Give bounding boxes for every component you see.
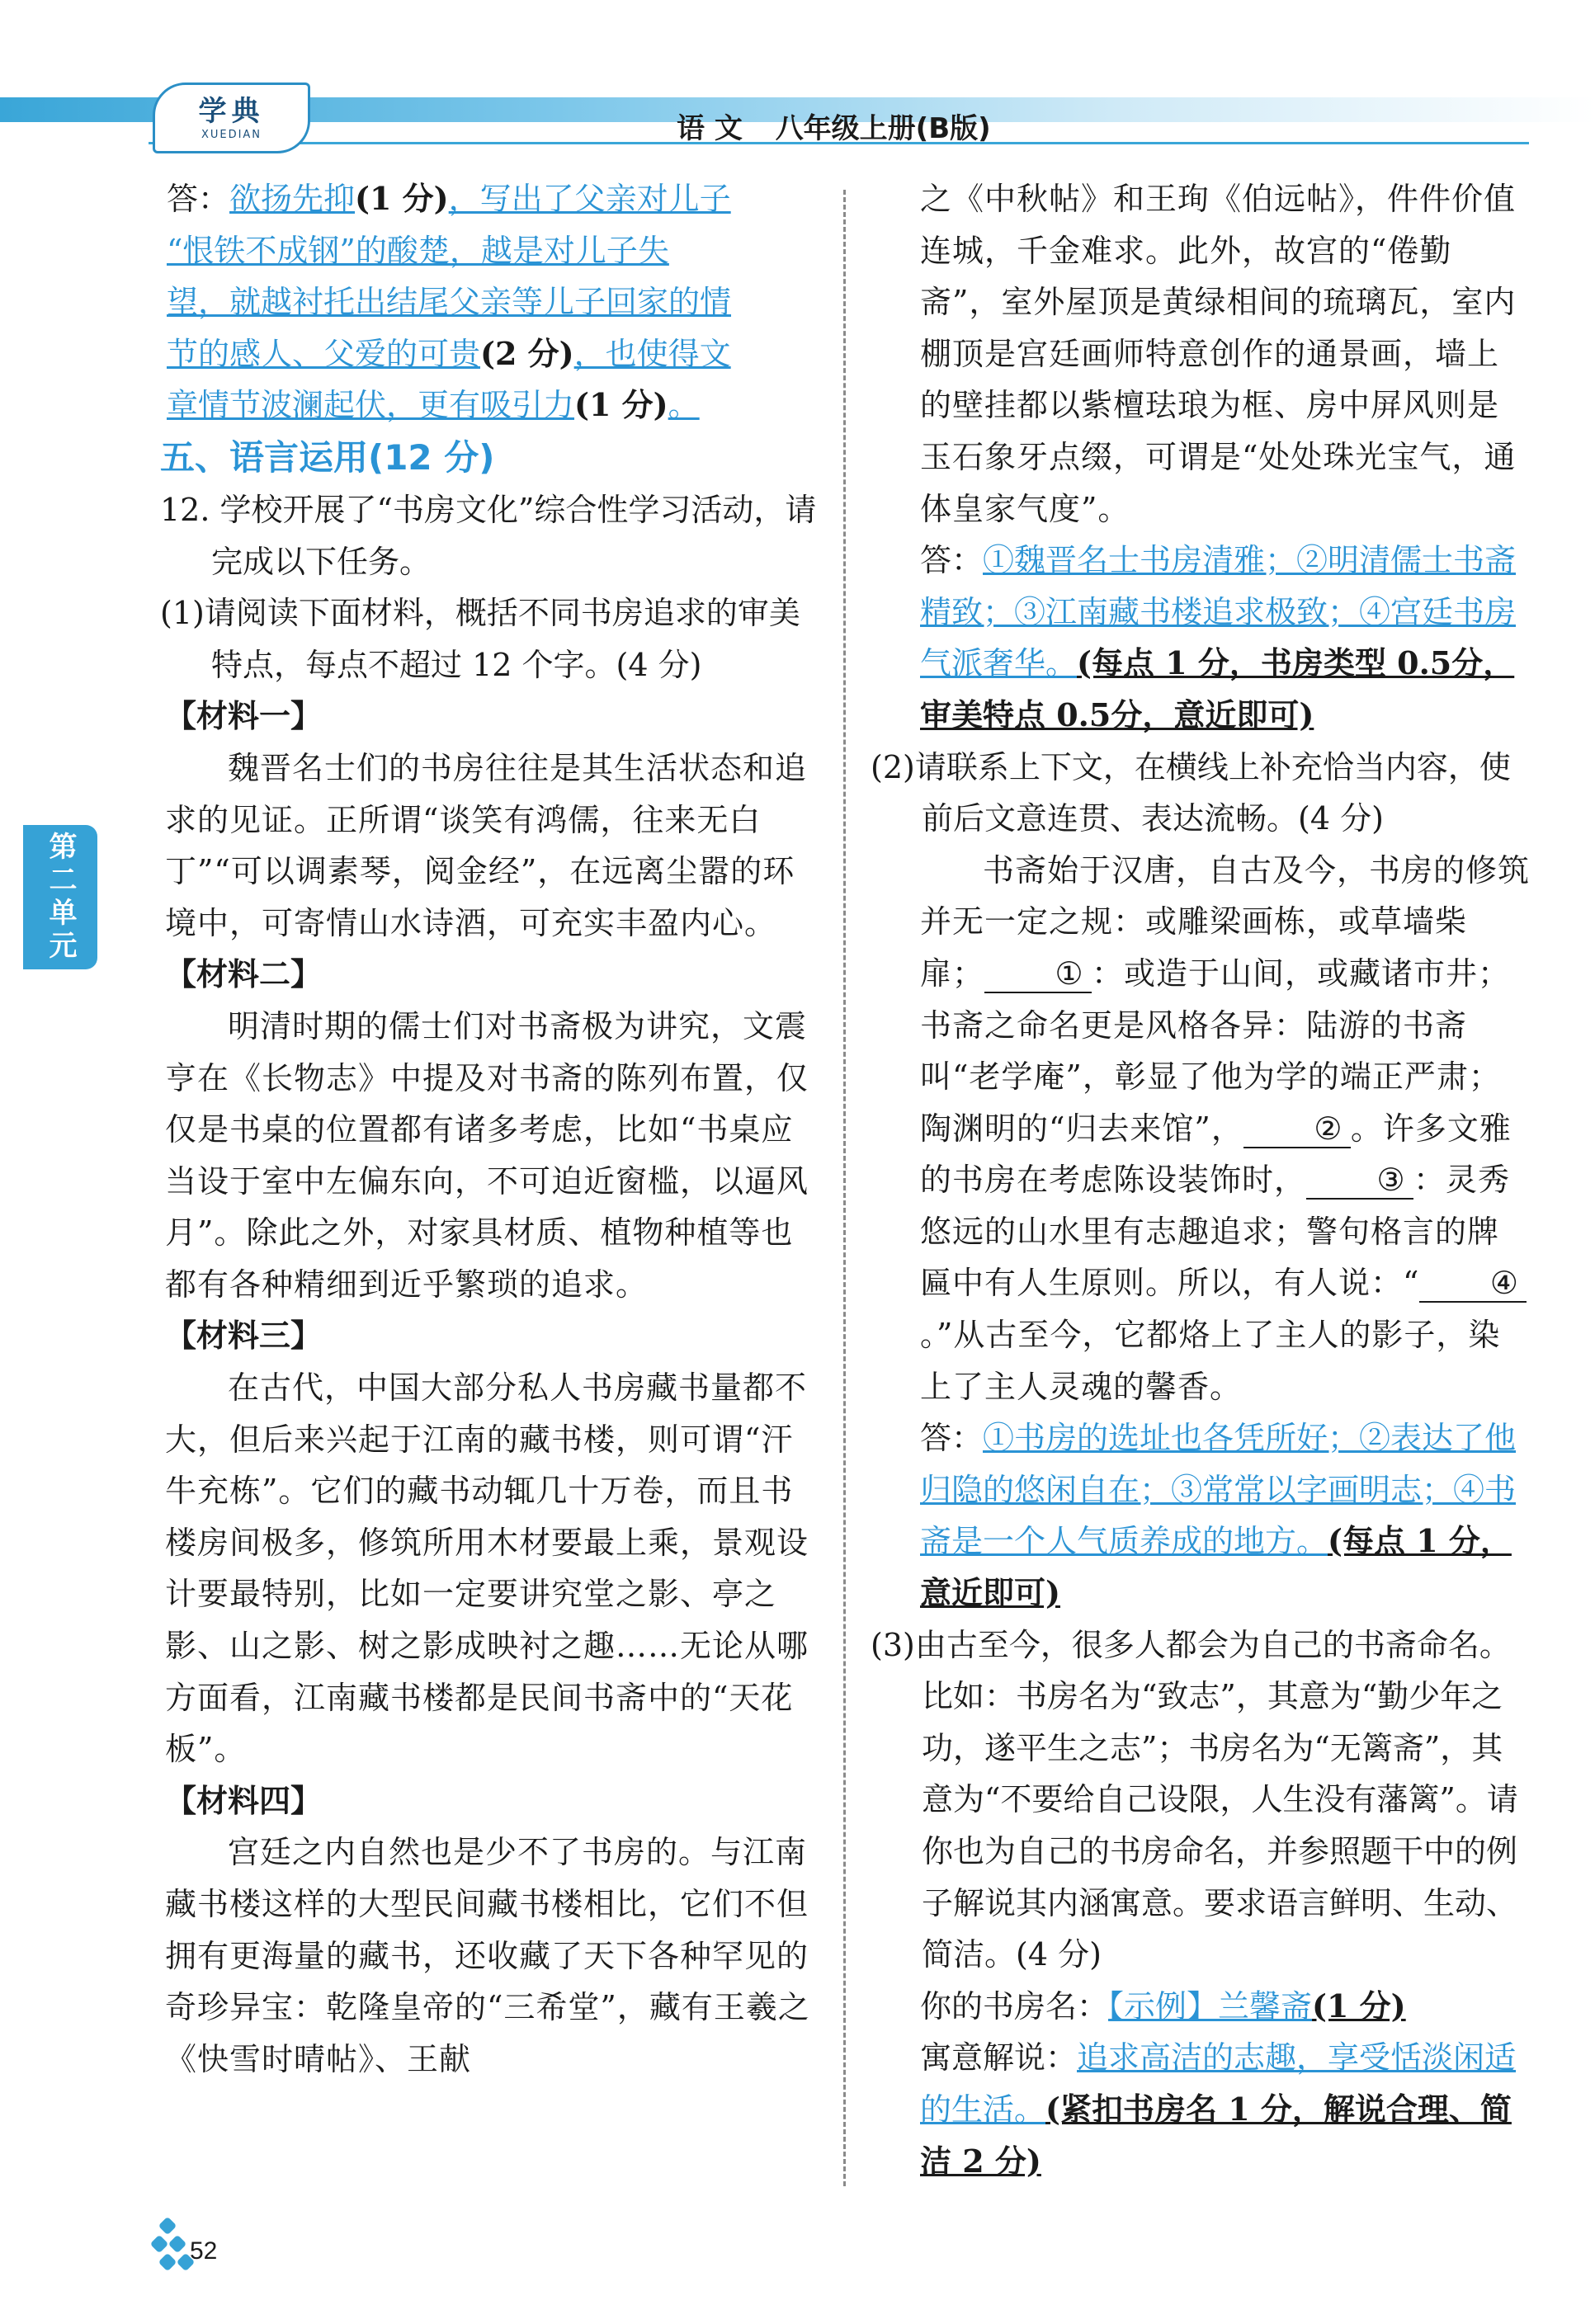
answer-score: (1 分) — [355, 180, 449, 217]
passage-text: 。”从古至今，它都烙上了主人的影子，染上了主人灵魂的馨香。 — [920, 1317, 1501, 1405]
answer-text: 欲扬先抑 — [229, 181, 356, 217]
blank-3[interactable]: ③ — [1306, 1162, 1413, 1200]
column-divider — [843, 190, 846, 2186]
answer-text: 。 — [668, 387, 700, 424]
passage-text: 。许多文雅的书房在考虑陈设装饰时， — [920, 1110, 1512, 1199]
decor-dot — [158, 2217, 177, 2236]
answer-12-2 — [871, 1412, 1531, 1619]
answer-line — [167, 328, 825, 380]
answer-12-1 — [871, 535, 1531, 741]
material-2-title: 【材料二】 — [165, 956, 323, 993]
answer-text: 章情节波澜起伏，更有吸引力 — [167, 387, 575, 424]
question-12-3: (3)由古至今，很多人都会为自己的书斋命名。比如：书房名为“致志”，其意为“勤少年之功，遂平生之志”；书房名为“无篱斋”，其意为“不要给自己设限，人生没有藩篱”。请你也为自己的书房命名，并参照题干中的例子解说其内涵寓意。要求语言鲜明、生动、简洁。(4 分) — [871, 1626, 1518, 1973]
answer-text: ，也使得文 — [573, 335, 731, 372]
answer-line — [167, 225, 825, 277]
blank-2[interactable]: ② — [1243, 1110, 1351, 1148]
meaning-answer: 追求高洁的志趣，享受恬淡闲适的生活。 — [920, 2039, 1517, 2128]
grade-label: 八年级上册(B版) — [775, 112, 991, 145]
material-1-text: 魏晋名士们的书房往往是其生活状态和追求的见证。正所谓“谈笑有鸿儒，往来无白丁”“可以调素琴，阅金经”，在远离尘嚣的环境中，可寄情山水诗酒，可充实丰盈内心。 — [165, 749, 808, 941]
passage-text: ：灵秀悠远的山水里有志趣追求；警句格言的牌匾中有人生原则。所以，有人说：“ — [920, 1162, 1511, 1302]
answer-11 — [116, 173, 825, 431]
left-column — [160, 173, 825, 2085]
name-answer: 【示例】兰馨斋 — [1108, 1987, 1313, 2025]
answer-text: “恨铁不成钢”的酸楚，越是对儿子失 — [167, 232, 669, 269]
material-4-text: 宫廷之内自然也是少不了书房的。与江南藏书楼这样的大型民间藏书楼相比，它们不但拥有更海量的藏书，还收藏了天下各种罕见的奇珍异宝：乾隆皇帝的“三希堂”，藏有王羲之《快雪时晴帖》、王献 — [165, 1834, 810, 2077]
right-column — [871, 173, 1531, 2187]
blank-1[interactable]: ① — [984, 955, 1092, 993]
name-score: (1 分) — [1312, 1987, 1406, 2025]
answer-meaning-line — [871, 2032, 1531, 2187]
material-1-title: 【材料一】 — [165, 698, 323, 735]
page-number: 52 — [190, 2237, 218, 2265]
answer-score: (每点 1 分，意近即可) — [920, 1522, 1512, 1612]
answer-score: (1 分) — [574, 386, 668, 424]
answer-line — [167, 379, 825, 431]
book-title — [677, 106, 1014, 146]
decor-dot — [158, 2253, 177, 2272]
answer-line — [167, 173, 825, 225]
section-heading: 五、语言运用(12 分) — [160, 436, 495, 478]
answer-score: (每点 1 分，书房类型 0.5分，审美特点 0.5分，意近即可) — [920, 644, 1515, 733]
blank-4[interactable]: ④ — [1419, 1265, 1527, 1303]
question-12: 12. 学校开展了“书房文化”综合性学习活动，请完成以下任务。 — [160, 491, 817, 580]
unit-side-tab: 第二单元 — [23, 825, 97, 969]
decor-dot — [168, 2235, 187, 2254]
name-label: 你的书房名： — [920, 1987, 1109, 2025]
answer-name-line — [871, 1981, 1531, 2033]
answer-text: ①书房的选址也各凭所好；②表达了他归隐的悠闲自在；③常常以字画明志；④书斋是一个人气质养成的地方。 — [920, 1420, 1517, 1560]
material-3-text: 在古代，中国大部分私人书房藏书量都不大，但后来兴起于江南的藏书楼，则可谓“汗牛充栋”。它们的藏书动辄几十万卷，而且书楼房间极多，修筑所用木材要最上乘，景观设计要最特别，比如一定要讲究堂之影、亭之影、山之影、树之影成映衬之趣……无论从哪方面看，江南藏书楼都是民间书斋中的“天花板”。 — [165, 1369, 809, 1768]
subject-label: 语 文 — [677, 112, 743, 145]
passage-text: ：或造于山间，或藏诸市井；书斋之命名更是风格各异：陆游的书斋叫“老学庵”，彰显了他为学的端正严肃；陶渊明的“归去来馆”， — [920, 955, 1511, 1147]
meaning-label: 寓意解说： — [920, 2039, 1078, 2077]
answer-score: (2 分) — [480, 334, 574, 372]
material-4-continued: 之《中秋帖》和王珣《伯远帖》，件件价值连城，千金难求。此外，故宫的“倦勤斋”，室外屋顶是黄绿相间的琉璃瓦，室内棚顶是宫廷画师特意创作的通景画，墙上的壁挂都以紫檀珐琅为框、房中屏风则是玉石象牙点缀，可谓是“处处珠光宝气，通体皇家气度”。 — [920, 181, 1517, 527]
passage-text: 书斋始于汉唐，自古及今，书房的修筑并无一定之规：或雕梁画栋，或草墙柴扉； — [920, 851, 1531, 992]
answer-text: 望，就越衬托出结尾父亲等儿子回家的情 — [167, 284, 732, 321]
logo-chinese: 学典 — [198, 95, 265, 128]
question-12-1: (1)请阅读下面材料，概括不同书房追求的审美特点，每点不超过 12 个字。(4 分) — [160, 595, 800, 683]
answer-text: ①魏晋名士书房清雅；②明清儒士书斋精致；③江南藏书楼追求极致；④宫廷书房气派奢华。 — [920, 542, 1517, 682]
answer-label: 答： — [920, 542, 984, 579]
passage-12-2 — [871, 845, 1531, 1413]
material-4-title: 【材料四】 — [165, 1782, 323, 1819]
question-12-2: (2)请联系上下文，在横线上补充恰当内容，使前后文意连贯、表达流畅。(4 分) — [871, 748, 1511, 837]
meaning-score: (紧扣书房名 1 分，解说合理、简洁 2 分) — [920, 2090, 1512, 2180]
decor-dot — [150, 2235, 169, 2254]
material-2-text: 明清时期的儒士们对书斋极为讲究，文震亨在《长物志》中提及对书斋的陈列布置，仅仅是书桌的位置都有诸多考虑，比如“书桌应当设于室中左偏东向，不可迫近窗槛，以逼风月”。除此之外，对家具材质、植物种植等也都有各种精细到近乎繁琐的追求。 — [165, 1007, 809, 1303]
answer-label: 答： — [920, 1420, 984, 1457]
logo-english: XUEDIAN — [201, 129, 262, 141]
answer-line — [167, 276, 825, 328]
answer-text: 节的感人、父爱的可贵 — [167, 335, 481, 372]
answer-text: ，写出了父亲对儿子 — [448, 181, 731, 217]
answer-label: 答： — [167, 181, 230, 217]
material-3-title: 【材料三】 — [165, 1318, 323, 1355]
publisher-logo — [153, 82, 310, 153]
